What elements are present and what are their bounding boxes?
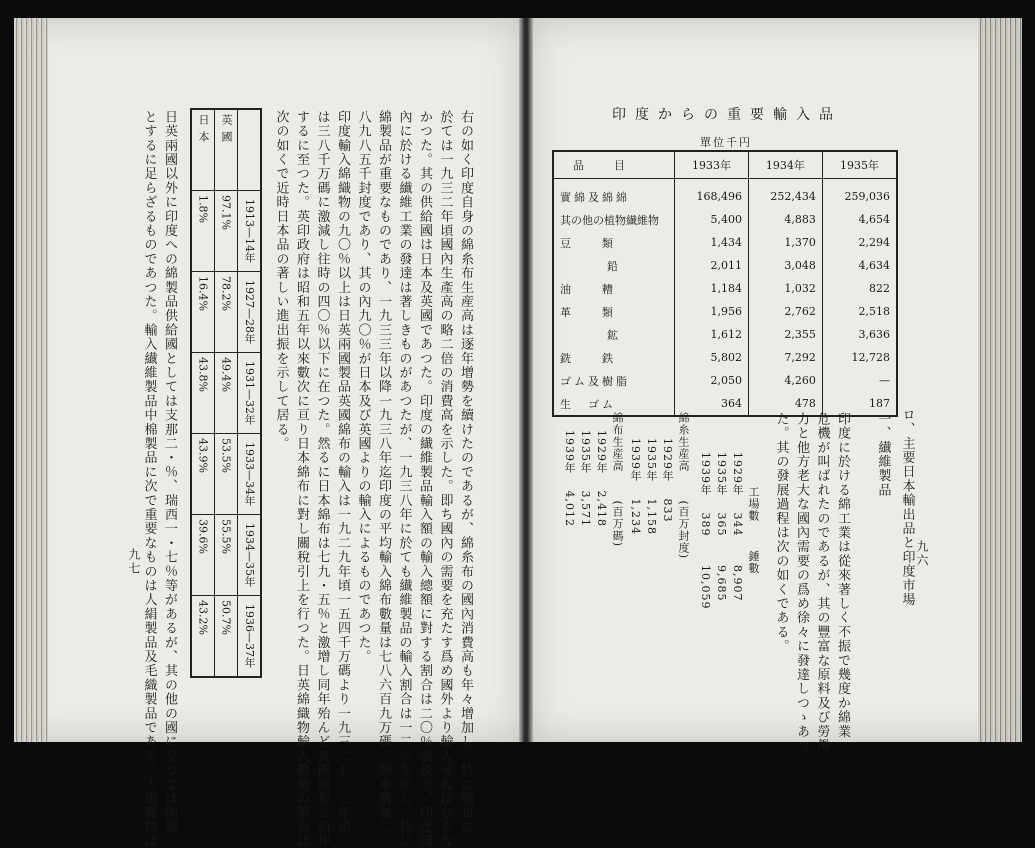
value-cell: 478 [748,392,822,416]
left-paragraph: 八九八五千封度であり、其の內九〇％が日本及び英國よりの輸入によるものであつた。 [355,110,371,664]
table-row [238,109,262,677]
value-cell: 3,636 [822,323,897,346]
factory-stats-row: 1935年 365 9,685 [715,452,728,602]
item-cell: 其の他の植物纎維物 [553,208,675,231]
table-row [553,231,897,254]
value-cell: 5,802 [675,346,749,369]
value-cell: 4,883 [748,208,822,231]
value-cell: 187 [822,392,897,416]
share-cell: 43.8% [191,353,215,434]
left-bottom-text [138,110,179,848]
share-cell: 16.4% [191,272,215,353]
item-cell: 油 糟 [553,277,675,300]
period-header: 1934—35年 [238,515,262,596]
table-row [553,346,897,369]
item-cell: 豆 類 [553,231,675,254]
item-cell: 鉛 [553,254,675,277]
right-paragraph: 危機が叫ばれたのであるが、其の豐富な原料及び勞働 [814,412,830,753]
left-page-edge [14,18,48,742]
subsection-heading: 一、纎維製品 [875,412,891,498]
table-row [553,323,897,346]
value-cell: 259,036 [822,179,897,209]
value-cell: 2,011 [675,254,749,277]
value-cell: 2,762 [748,300,822,323]
cloth-production-row: 1935年 3,571 [579,430,592,527]
factory-stats-row: 1929年 344 8,907 [731,452,744,602]
right-page-number: 九六 [915,540,929,568]
column-header: 1933年 [675,151,749,179]
item-cell: 革 類 [553,300,675,323]
cloth-production-row: 1939年 4,012 [563,430,576,527]
right-body-text [770,412,852,753]
row-label: 日本 [191,109,215,191]
row-label: 英國 [215,109,238,191]
period-header: 1931—32年 [238,353,262,434]
period-header: 1913—14年 [238,191,262,272]
cloth-production-title: 綿布生産高 (百万碼) [611,412,624,548]
value-cell: 1,956 [675,300,749,323]
value-cell: 5,400 [675,208,749,231]
value-cell: 4,634 [822,254,897,277]
item-cell: 實綿及綿綿 [553,179,675,209]
value-cell: 7,292 [748,346,822,369]
left-paragraph: 綿製品が重要なものであり、一九三三年以降一九三八年迄印度の平均輸入綿布數量は七八六百九万碼、綿糸數量二 [376,110,391,835]
left-paragraph: 印度輸入綿織物の九〇％以上は日英兩國製品英國綿布の輸入は一九二九年頃一五四千万碼より一九三二—三三年頃 [335,110,350,835]
value-cell: 1,612 [675,323,749,346]
table-row [215,109,238,677]
share-cell: 97.1% [215,191,238,272]
value-cell: 3,048 [748,254,822,277]
cloth-production-row: 1929年 2,418 [595,430,608,527]
value-cell: 1,434 [675,231,749,254]
value-cell: 2,355 [748,323,822,346]
share-cell: 39.6% [191,515,215,596]
value-cell: 2,294 [822,231,897,254]
item-cell: ゴム及樹脂 [553,369,675,392]
column-header: 品目 [553,151,675,179]
uk-japan-share-table [190,108,268,684]
right-paragraph: た。其の發展過程は次の如くである。 [773,412,789,654]
share-cell: 50.7% [215,596,238,678]
value-cell: 2,518 [822,300,897,323]
value-cell: 4,654 [822,208,897,231]
column-header: 1934年 [748,151,822,179]
period-header: 1936—37年 [238,596,262,678]
yarn-production-row: 1935年 1,158 [645,438,658,535]
left-paragraph: とするに足らざるものであつた。輸入纎維製品中棉製品に次で重要なものは人絹製品及毛織製品である。人絹織物は [141,110,157,848]
value-cell: 12,728 [822,346,897,369]
value-cell: 2,050 [675,369,749,392]
period-header: 1933—34年 [238,434,262,515]
column-header: 1935年 [822,151,897,179]
item-cell: 鉱 [553,323,675,346]
share-cell: 55.5% [215,515,238,596]
table-row [553,179,897,209]
import-table-unit: 單位千円 [700,136,752,149]
left-paragraph: 日英兩國以外に印度への綿製品供給國としては支那二・％、瑞西一・七％等があるが、其の他の國に至つては問題 [162,110,177,835]
left-paragraph: 於ては一九三二年頃國內生產高の略二倍の消費高を示した。即ち國內の需要を充たす爲め國外より輸入せねばならな [437,110,453,848]
value-cell: 1,184 [675,277,749,300]
left-main-text [270,110,475,848]
table-row [553,208,897,231]
import-table [552,150,898,417]
left-paragraph: するに至つた。英印政府は昭和五年以來數次に亘り日本綿布に對し關稅引上を行つた。日英綿織物輸入數量の割合は [294,110,309,848]
yarn-production-row: 1929年 833 [661,438,674,523]
factory-stats-headers [746,486,761,575]
table-row [553,254,897,277]
share-cell: 53.5% [215,434,238,515]
right-page-edge [978,18,1022,742]
section-heading: ロ、主要日本輸出品と印度市場 [899,408,915,607]
value-cell: — [822,369,897,392]
right-paragraph: 印度に於ける綿工業は從來著しく不振で幾度か綿業 [835,412,850,739]
table-header-row [553,151,897,179]
value-cell: 822 [822,277,897,300]
left-paragraph: 次の如くで近時日本品の著しい進出振を示して居る。 [273,110,289,451]
left-paragraph: 右の如く印度自身の綿糸布生産高は逐年增勢を續けたのであるが、綿糸布の國內消費高も年々增加し、特に綿布に [458,110,473,835]
table-row [553,300,897,323]
value-cell: 4,260 [748,369,822,392]
left-paragraph: かつた。其の供給國は日本及英國であつた。印度の纎維製品輸入額の輸入總額に對する割合は二〇％前後で、印度國 [417,110,432,848]
value-cell: 1,370 [748,231,822,254]
value-cell: 1,032 [748,277,822,300]
period-header: 1927—28年 [238,272,262,353]
left-paragraph: 內に於ける纎維工業の發達は著しきものがあつたが、一九三八年に於ても纎維製品の輸入割合は一二％を示し、特に [396,110,412,848]
share-cell: 43.9% [191,434,215,515]
share-cell: 1.8% [191,191,215,272]
item-cell: 銑 鉄 [553,346,675,369]
share-cell: 49.4% [215,353,238,434]
yarn-production-row: 1939年 1,234 [629,438,642,535]
value-cell: 364 [675,392,749,416]
left-paragraph: は三八千万碼に激減し往時の四〇％以下に在つた。然るに日本綿布は七九・五％と激增し同年殆んど英國綿布と伯仲 [314,110,330,848]
book-gutter [519,18,533,742]
share-cell: 43.2% [191,596,215,678]
spindle-count-header: 錘數 [747,550,760,575]
item-cell: 生 ゴム [553,392,675,416]
left-page-number: 九七 [127,548,141,576]
value-cell: 252,434 [748,179,822,209]
table-row [191,109,215,677]
table-row [553,277,897,300]
yarn-production-title: 綿糸生産高 (百万封度) [677,412,690,560]
factory-count-header: 工場數 [747,486,760,522]
table-row [553,369,897,392]
import-table-title: 印度からの重要輸入品 [612,107,842,123]
value-cell: 168,496 [675,179,749,209]
share-cell: 78.2% [215,272,238,353]
right-paragraph: 力と他方老大な國內需要の爲め徐々に發達しつゝあつ [794,412,809,753]
factory-stats-row: 1939年 389 10,059 [699,452,712,610]
